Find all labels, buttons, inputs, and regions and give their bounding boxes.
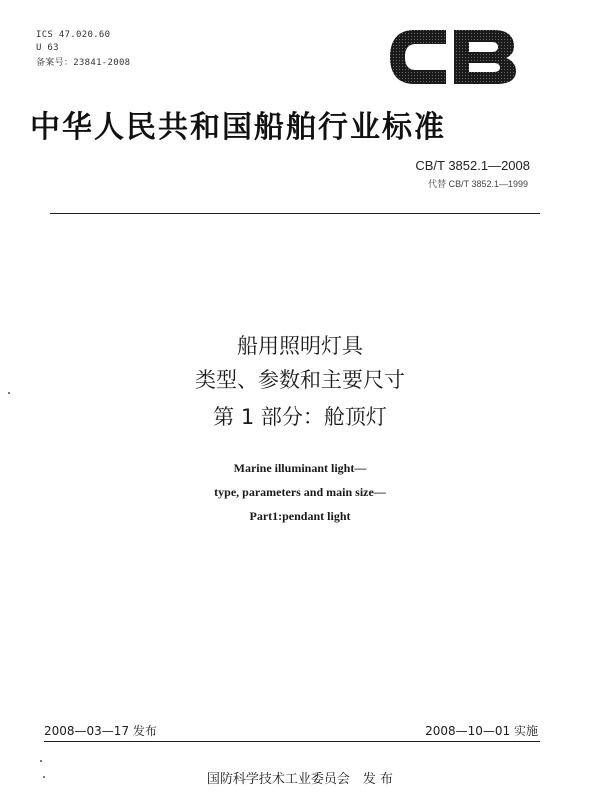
issue-date: 2008—03—17 发布	[44, 724, 157, 738]
cn-title-line-2: 类型、参数和主要尺寸	[195, 368, 405, 392]
issuing-authority: 国防科学技术工业委员会 发 布	[206, 772, 394, 787]
standard-number: CB/T 3852.1—2008	[415, 158, 530, 173]
implementation-date: 2008—10—01 实施	[425, 724, 538, 738]
scan-speck	[43, 776, 45, 778]
cn-title-line-1: 船用照明灯具	[237, 334, 363, 358]
classification-code: U 63	[36, 43, 59, 53]
cb-logo	[384, 24, 520, 90]
scan-speck	[8, 392, 10, 394]
scan-speck	[40, 760, 42, 762]
replaces-standard: 代替 CB/T 3852.1—1999	[428, 179, 528, 189]
en-title-line-2: type, parameters and main size—	[214, 485, 386, 499]
bottom-divider	[44, 741, 540, 742]
record-number: 备案号：23841-2008	[36, 58, 131, 68]
en-title-line-3: Part1:pendant light	[249, 509, 351, 523]
ics-code: ICS 47.020.60	[36, 30, 111, 40]
en-title-line-1: Marine illuminant light—	[233, 461, 367, 475]
top-divider	[50, 213, 540, 214]
cn-title-line-3: 第 1 部分：舱顶灯	[213, 405, 387, 429]
standard-category-title: 中华人民共和国船舶行业标准	[30, 110, 446, 145]
